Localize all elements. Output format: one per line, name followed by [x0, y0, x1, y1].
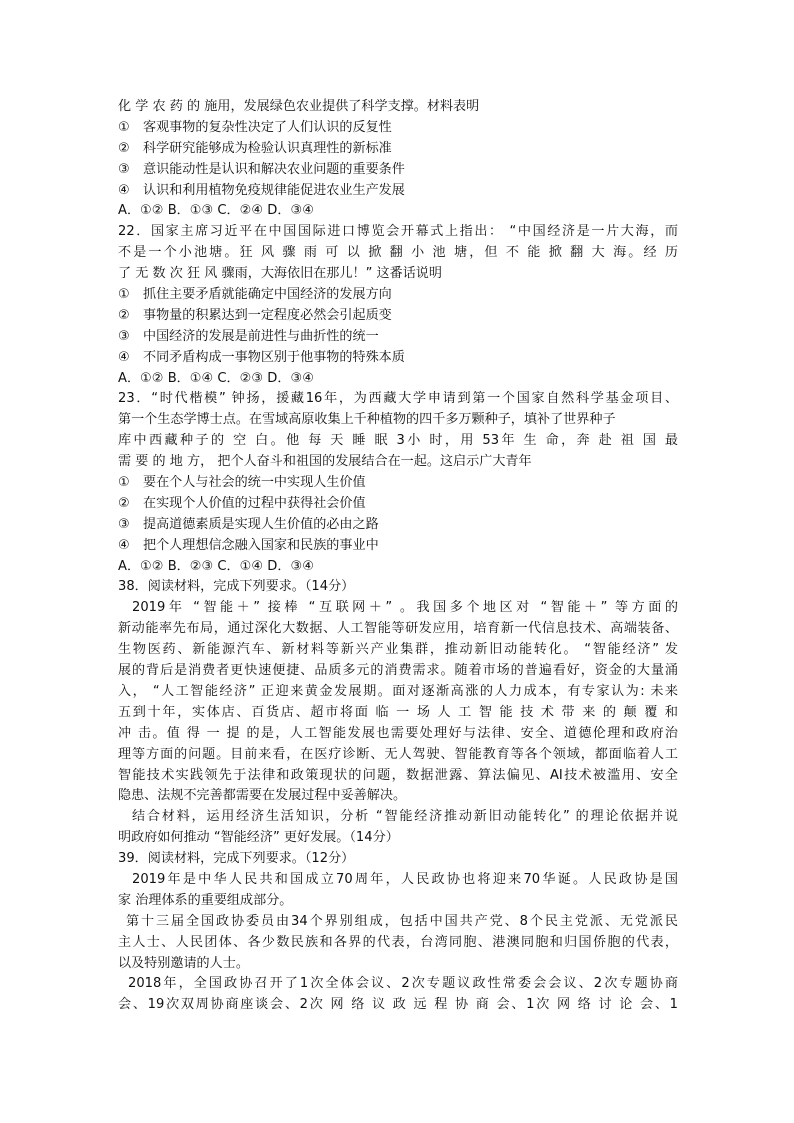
- q23-option-4: [118, 536, 678, 557]
- q23-option-3: [118, 515, 678, 536]
- q23-option-1: [118, 473, 678, 494]
- q38-heading: 38．阅读材料，完成下列要求。（14分）: [118, 579, 355, 595]
- q21-option-2: [118, 139, 678, 160]
- option-mark: ④: [118, 537, 130, 553]
- q23-option-2: [118, 494, 678, 515]
- option-text: 科学研究能够成为检验认识真理性的新标准: [143, 140, 392, 156]
- option-text: 要在个人与社会的统一中实现人生价值: [143, 475, 366, 491]
- q39-material-line: 2019年是中华人民共和国成立70周年，人民政协也将迎来70华诞。人民政协是国: [132, 871, 678, 887]
- q38-task-line: 结合材料，运用经济生活知识，分析 “智能经济推动新旧动能转化” 的理论依据并说: [132, 809, 678, 825]
- option-text: 提高道德素质是实现人生价值的必由之路: [143, 516, 379, 532]
- option-text: 客观事物的复杂性决定了人们认识的反复性: [143, 119, 392, 135]
- option-text: 在实现个人价值的过程中获得社会价值: [143, 495, 366, 511]
- q23-stem-line: 第一个生态学博士点。在雪域高原收集上千种植物的四千多万颗种子，填补了世界种子: [118, 412, 616, 428]
- option-text: 事物量的积累达到一定程度必然会引起质变: [143, 307, 392, 323]
- q38-material-line: 智能技术实践领先于法律和政策现状的问题，数据泄露、算法偏见、AI技术被滥用、安全: [118, 767, 678, 783]
- q22-stem-line: 22．国家主席习近平在中国国际进口博览会开幕式上指出： “中国经济是一片大海，而: [118, 224, 678, 240]
- q21-continuation: 化 学 农 药 的 施用，发展绿色农业提供了科学支撑。材料表明: [118, 99, 480, 114]
- q21-option-3: [118, 160, 678, 181]
- q38-material-line: 新动能率先布局，通过深化大数据、人工智能等研发应用，培育新一代信息技术、高端装备、: [118, 621, 678, 637]
- option-mark: ②: [118, 495, 130, 511]
- q39-material-line: 家 治理体系的重要组成部分。: [118, 892, 293, 908]
- q39-material-line: 主人士、人民团体、各少数民族和各界的代表，台湾同胞、港澳同胞和归国侨胞的代表，: [118, 934, 678, 950]
- option-mark: ③: [118, 516, 130, 532]
- q38-material-line: 理等方面的问题。目前来看，在医疗诊断、无人驾驶、智能教育等各个领域，都面临着人工: [118, 746, 678, 762]
- q21-answer-choices: A．①② B．①③ C．②④ D．③④: [118, 203, 314, 219]
- q38-task-line: 明政府如何推动 “智能经济” 更好发展。（14分）: [118, 830, 399, 846]
- q23-answer-choices: A．①② B．②③ C．①④ D．③④: [118, 558, 314, 574]
- option-text: 把个人理想信念融入国家和民族的事业中: [143, 537, 379, 553]
- q23-stem-line: 需 要 的 地 方， 把个人奋斗和祖国的发展结合在一起。这启示广大青年: [118, 454, 532, 470]
- q39-material-line: 第十三届全国政协委员由34个界别组成，包括中国共产党、8个民主党派、无党派民: [126, 913, 678, 929]
- option-mark: ④: [118, 182, 130, 198]
- exam-page: [118, 97, 678, 1016]
- q22-stem-line: 不是一个小池塘。狂 风 骤 雨 可 以 掀 翻 小 池 塘，但 不 能 掀 翻 大 海。经 历: [118, 245, 678, 261]
- q22-option-3: [118, 327, 678, 348]
- q38-material-line: 五到十年，实体店、百货店、超市将面 临 一 场 人 工 智 能 技 术 带 来 的 颠 覆 和: [118, 704, 678, 720]
- q39-material-line: 以及特别邀请的人士。: [118, 955, 249, 971]
- option-mark: ①: [118, 287, 130, 303]
- option-mark: ③: [118, 328, 130, 344]
- option-mark: ③: [118, 161, 130, 177]
- option-mark: ②: [118, 140, 130, 156]
- q38-material-line: 隐患、法规不完善都需要在发展过程中妥善解决。: [118, 788, 407, 804]
- q22-stem-line: 了 无 数 次 狂 风 骤雨，大海依旧在那儿！” 这番话说明: [118, 266, 442, 282]
- q38-material-line: 生物医药、新能源汽车、新材料等新兴产业集群，推动新旧动能转化。 “智能经济” 发: [118, 642, 678, 658]
- option-text: 抓住主要矛盾就能确定中国经济的发展方向: [143, 287, 392, 303]
- q21-option-1: [118, 118, 678, 139]
- q23-stem-line: 库中西藏种子的 空 白。他 每 天 睡 眠 3小 时，用 53年 生 命，奔 赴 祖 国 最: [118, 433, 678, 449]
- option-mark: ①: [118, 119, 130, 135]
- q39-material-line: 会、19次双周协商座谈会、2次 网 络 议 政 远 程 协 商 会、1次 网 络 讨 论 会、1: [118, 997, 678, 1013]
- option-mark: ②: [118, 307, 130, 323]
- q22-option-4: [118, 348, 678, 369]
- option-text: 认识和利用植物免疫规律能促进农业生产发展: [143, 182, 405, 198]
- option-mark: ④: [118, 349, 130, 365]
- q39-material-line: 2018年，全国政协召开了1次全体会议、2次专题议政性常委会会议、2次专题协商: [128, 976, 678, 992]
- option-text: 不同矛盾构成一事物区别于他事物的特殊本质: [143, 349, 405, 365]
- option-text: 中国经济的发展是前进性与曲折性的统一: [143, 328, 379, 344]
- q23-stem-line: 23．“时代楷模” 钟扬，援藏16年，为西藏大学申请到第一个国家自然科学基金项目、: [118, 391, 678, 407]
- q39-heading: 39．阅读材料，完成下列要求。（12分）: [118, 851, 355, 867]
- q22-option-1: [118, 285, 678, 306]
- option-text: 意识能动性是认识和解决农业问题的重要条件: [143, 161, 405, 177]
- q38-material-line: 2019年 “智能＋” 接棒 “互联网＋” 。我国多个地区对 “智能＋” 等方面的: [132, 600, 678, 616]
- q38-material-line: 展的背后是消费者更快速便捷、品质多元的消费需求。随着市场的普遍看好，资金的大量涌: [118, 663, 678, 679]
- q22-option-2: [118, 306, 678, 327]
- q21-option-4: [118, 181, 678, 202]
- q38-material-line: 冲 击。值 得 一 提 的是，人工智能发展也需要处理好与法律、安全、道德伦理和政府治: [118, 725, 678, 741]
- q38-material-line: 入， “人工智能经济” 正迎来黄金发展期。面对逐渐高涨的人力成本，有专家认为: 未来: [118, 683, 678, 699]
- option-mark: ①: [118, 475, 130, 491]
- q22-answer-choices: A．①② B．①④ C．②③ D．③④: [118, 370, 314, 386]
